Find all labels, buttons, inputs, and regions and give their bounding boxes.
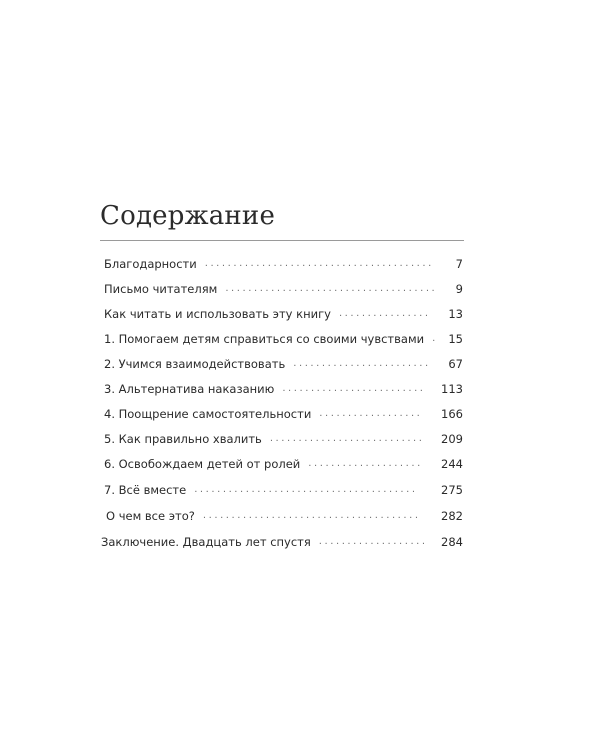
toc-entry-page: 284 [441,535,463,549]
toc-entry [0,356,600,372]
toc-entry-page: 7 [455,257,463,271]
toc-entry [0,482,600,498]
toc-entry-page: 244 [441,457,463,471]
toc-entry-page: 209 [441,432,463,446]
toc-entry [0,381,600,397]
toc-entry-title: Письмо читателям [104,282,218,296]
toc-entry-title: Как читать и использовать эту книгу [104,307,331,321]
toc-entry-page: 275 [441,483,463,497]
toc-entry-title: 5. Как правильно хвалить [104,432,262,446]
toc-dot-leader: .................. [319,408,423,419]
toc-dot-leader: ..................................... [225,283,438,294]
toc-entry-title: 3. Альтернатива наказанию [104,382,275,396]
toc-dot-leader: .................... [308,458,423,469]
toc-dot-leader: ........................... [269,433,425,444]
toc-entry [0,331,600,347]
toc-dot-leader: ................... [318,536,428,547]
toc-entry-title: Заключение. Двадцать лет спустя [101,535,311,549]
toc-entry [0,306,600,322]
toc-entry-page: 113 [441,382,463,396]
toc-entry-page: 282 [441,509,463,523]
toc-dot-leader: ........................ [293,358,431,369]
toc-entry-title: О чем все это? [106,509,195,523]
toc-entry-page: 9 [455,282,463,296]
toc-entry-title: 2. Учимся взаимодействовать [104,357,286,371]
toc-dot-leader: ........................................ [204,258,434,269]
toc-entry-page: 13 [448,307,463,321]
toc-entry [0,431,600,447]
toc-dot-leader: ....................................... [194,484,418,495]
toc-entry [0,534,600,550]
toc-dot-leader: ...................................... [202,510,421,521]
toc-dot-leader: ................ [338,308,431,319]
toc-entry [0,256,600,272]
toc-dot-leader: . [432,333,438,344]
contents-heading: Содержание [100,201,276,231]
toc-entry [0,281,600,297]
toc-entry [0,406,600,422]
toc-entry-title: 1. Помогаем детям справиться со своими чувствами [104,332,425,346]
toc-dot-leader: ......................... [282,383,426,394]
toc-entry-title: 7. Всё вместе [104,483,187,497]
toc-entry-page: 15 [448,332,463,346]
toc-entry-page: 166 [441,407,463,421]
toc-entry-title: 6. Освобождаем детей от ролей [104,457,301,471]
toc-entry-title: 4. Поощрение самостоятельности [104,407,312,421]
toc-entry [0,508,600,524]
toc-entry-title: Благодарности [104,257,197,271]
toc-entry [0,456,600,472]
toc-entry-page: 67 [448,357,463,371]
